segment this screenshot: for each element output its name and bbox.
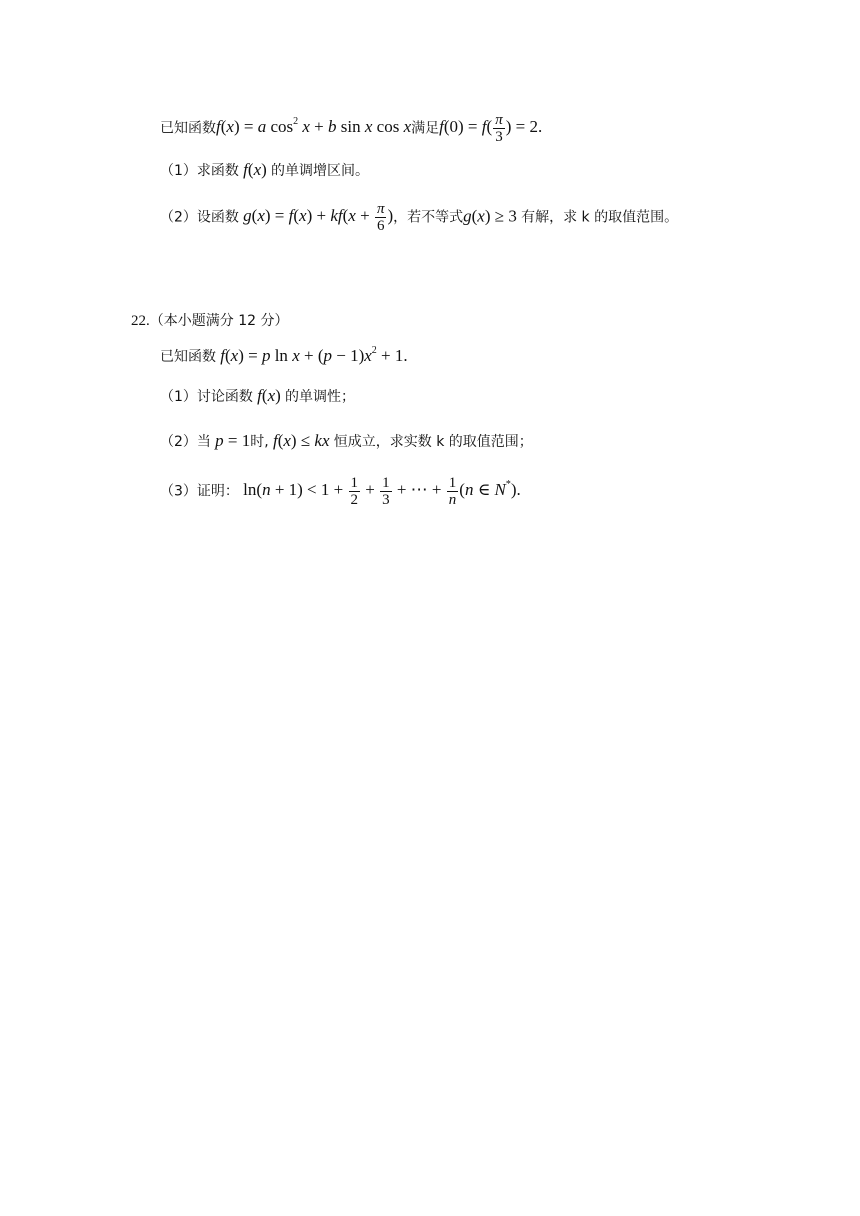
q21-part2 bbox=[160, 201, 678, 234]
q22-formula-f: f(x) = p $\ln x + (p - 1)x^2 + 1$. bbox=[220, 345, 408, 365]
q21-stem-mid: 满足 bbox=[411, 120, 440, 137]
q21-part1-suffix: 的单调增区间。 bbox=[271, 163, 370, 179]
q22-part2 bbox=[160, 431, 533, 452]
q22-number: 22. bbox=[131, 313, 150, 329]
q22-part3-prefix: （3）证明： bbox=[160, 483, 239, 500]
q21-part2-mid: ，若不等式 bbox=[393, 209, 464, 226]
q22-part2-mid: 时, bbox=[250, 434, 269, 450]
q22-header-text: （本小题满分 12 分） bbox=[149, 313, 289, 329]
q21-part2-formula-g: g(x) = f(x) + kf(x + $\frac{\pi}{6}$ ) bbox=[243, 201, 394, 234]
q21-part2-suffix: 有解，求 k 的取值范围。 bbox=[521, 209, 679, 226]
q21-formula-condition: f(0) = f( $\frac{\pi}{3}$ ) = 2. bbox=[439, 112, 543, 145]
q22-stem-prefix: 已知函数 bbox=[160, 349, 216, 365]
q22-stem bbox=[160, 341, 408, 367]
q22-part1-formula: f(x) bbox=[257, 386, 286, 405]
q22-part2-condition: p = 1 bbox=[215, 431, 251, 450]
q22-part1 bbox=[160, 386, 355, 407]
q22-part2-suffix: 恒成立，求实数 k 的取值范围； bbox=[333, 434, 533, 450]
q21-part1-prefix: （1）求函数 bbox=[160, 163, 239, 179]
q22-part1-prefix: （1）讨论函数 bbox=[160, 389, 253, 405]
q22-part3 bbox=[160, 475, 521, 508]
q21-part1 bbox=[160, 160, 369, 181]
q21-stem-prefix: 已知函数 bbox=[160, 120, 216, 137]
q21-formula-f: f(x) = a $\cos^2 x + b$ sin x cos x bbox=[216, 116, 412, 137]
q21-part1-formula: f(x) bbox=[243, 160, 272, 179]
q22-part2-inequality: f(x) ≤ kx bbox=[272, 431, 330, 450]
q22-part3-formula: ln(n + 1) < 1 + $\frac{1}{2}$ + $\frac{1}{3}$ + ⋯ + $\frac{1}{n}$ (n ∈ N*). bbox=[238, 475, 521, 508]
q21-stem bbox=[160, 112, 542, 145]
q21-part2-inequality: g(x) ≥ 3 bbox=[463, 206, 522, 226]
q22-part1-suffix: 的单调性； bbox=[285, 389, 356, 405]
q22-header bbox=[131, 310, 288, 331]
q21-part2-prefix: （2）设函数 bbox=[160, 209, 239, 226]
q22-part2-prefix: （2）当 bbox=[160, 434, 211, 450]
